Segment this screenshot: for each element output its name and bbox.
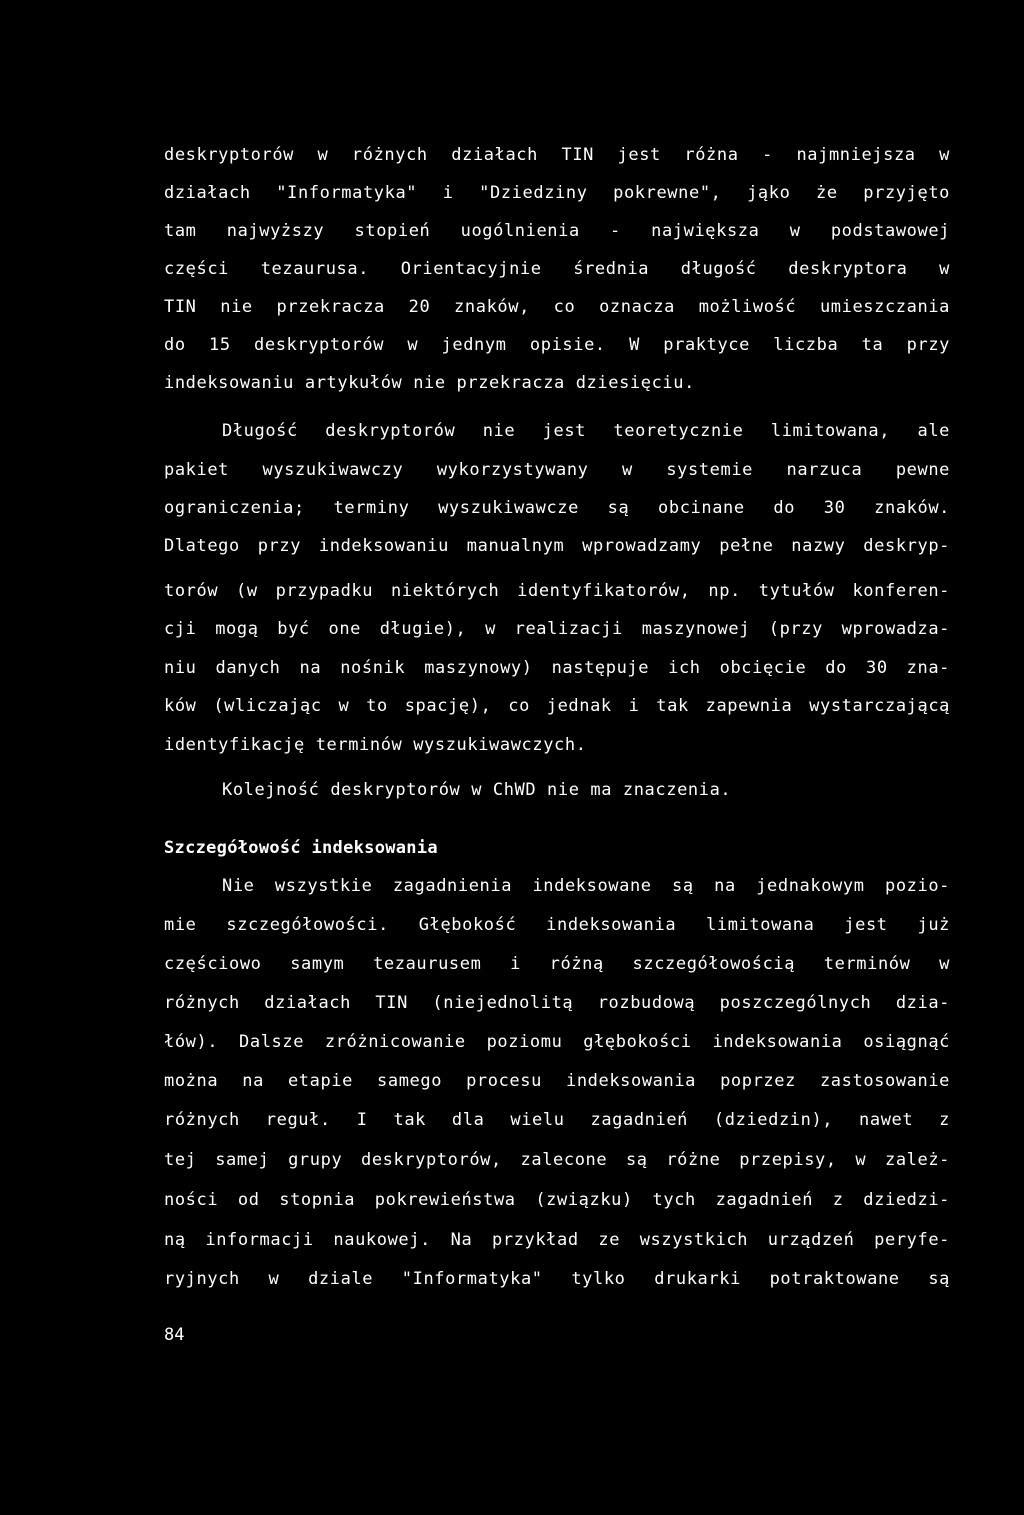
text-line: tej samej grupy deskryptorów, zalecone są różne przepisy, w zależ- — [164, 1150, 950, 1170]
text-line: łów). Dalsze zróżnicowanie poziomu głębokości indeksowania osiągnąć — [164, 1032, 950, 1052]
text-line: ków (wliczając w to spację), co jednak i tak zapewnia wystarczającą — [164, 696, 950, 716]
text-line: części tezaurusa. Orientacyjnie średnia długość deskryptora w — [164, 259, 950, 279]
text-line: do 15 deskryptorów w jednym opisie. W praktyce liczba ta przy — [164, 335, 950, 355]
text-line: Dlatego przy indeksowaniu manualnym wprowadzamy pełne nazwy deskryp- — [164, 536, 950, 556]
text-line: tam najwyższy stopień uogólnienia - największa w podstawowej — [164, 221, 950, 241]
text-line: Długość deskryptorów nie jest teoretycznie limitowana, ale — [222, 421, 950, 441]
text-line: deskryptorów w różnych działach TIN jest różna - najmniejsza w — [164, 145, 950, 165]
text-line: różnych działach TIN (niejednolitą rozbudową poszczególnych dzia- — [164, 993, 950, 1013]
text-line: identyfikację terminów wyszukiwawczych. — [164, 735, 587, 755]
text-line: pakiet wyszukiwawczy wykorzystywany w systemie narzuca pewne — [164, 460, 950, 480]
text-line: Nie wszystkie zagadnienia indeksowane są na jednakowym pozio- — [222, 876, 950, 896]
text-line: różnych reguł. I tak dla wielu zagadnień (dziedzin), nawet z — [164, 1110, 950, 1130]
section-heading: Szczegółowość indeksowania — [164, 838, 438, 858]
text-line: Kolejność deskryptorów w ChWD nie ma znaczenia. — [222, 780, 732, 800]
text-line: mie szczegółowości. Głębokość indeksowania limitowana jest już — [164, 915, 950, 935]
text-line: można na etapie samego procesu indeksowania poprzez zastosowanie — [164, 1071, 950, 1091]
text-line: ną informacji naukowej. Na przykład ze wszystkich urządzeń peryfe- — [164, 1230, 950, 1250]
text-line: ograniczenia; terminy wyszukiwawcze są obcinane do 30 znaków. — [164, 498, 950, 518]
text-line: cji mogą być one długie), w realizacji maszynowej (przy wprowadza- — [164, 619, 950, 639]
text-line: TIN nie przekracza 20 znaków, co oznacza możliwość umieszczania — [164, 297, 950, 317]
text-line: niu danych na nośnik maszynowy) następuje ich obcięcie do 30 zna- — [164, 658, 950, 678]
page-number: 84 — [164, 1325, 185, 1345]
text-line: ryjnych w dziale "Informatyka" tylko drukarki potraktowane są — [164, 1269, 950, 1289]
text-line: torów (w przypadku niektórych identyfikatorów, np. tytułów konferen- — [164, 581, 950, 601]
text-line: częściowo samym tezaurusem i różną szczegółowością terminów w — [164, 954, 950, 974]
text-line: indeksowaniu artykułów nie przekracza dziesięciu. — [164, 373, 695, 393]
text-line: działach "Informatyka" i "Dziedziny pokrewne", jąko że przyjęto — [164, 183, 950, 203]
text-line: ności od stopnia pokrewieństwa (związku) tych zagadnień z dziedzi- — [164, 1190, 950, 1210]
